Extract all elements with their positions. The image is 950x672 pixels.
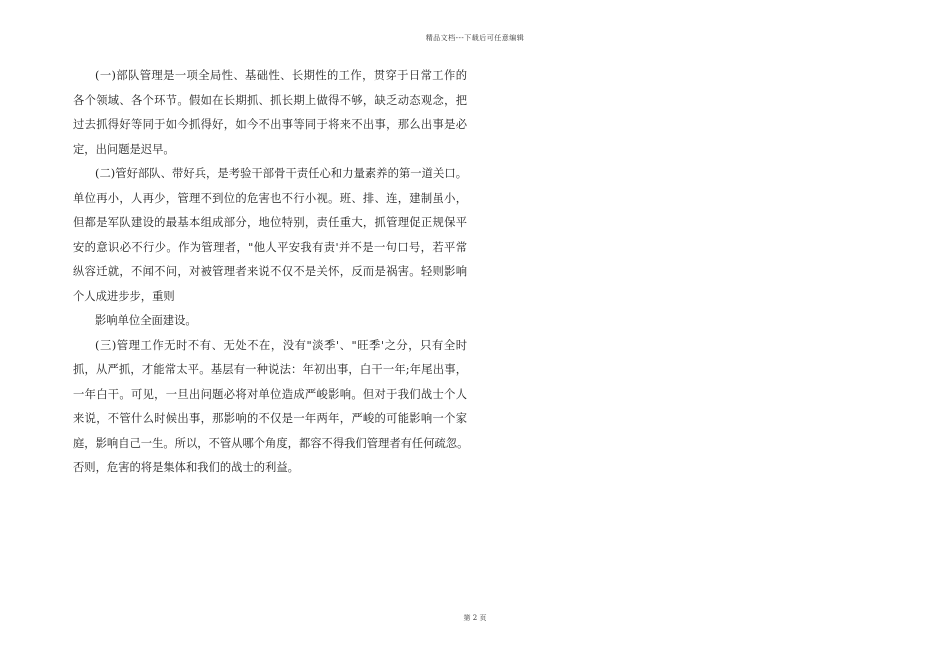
- paragraph-line: 来说，不管什么时候出事，那影响的不仅是一年两年，严峻的可能影响一个家: [73, 412, 467, 425]
- paragraph-line: 抓，从严抓，才能常太平。基层有一种说法：年初出事，白干一年;年尾出事，: [73, 363, 467, 376]
- paragraph-line: 否则，危害的将是集体和我们的战士的利益。: [73, 461, 299, 474]
- page-header: 精品文档---下载后可任意编辑: [425, 34, 525, 42]
- paragraph-line: 定，出问题是迟早。: [73, 142, 175, 156]
- paragraph-line: 纵容迁就，不闻不问，对被管理者来说不仅不是关怀，反而是祸害。轻则影响: [73, 265, 467, 278]
- paragraph-line: (三)管理工作无时不有、无处不在，没有"淡季'、"旺季'之分，只有全时: [95, 338, 467, 352]
- paragraph-line: 一年白干。可见，一旦出问题必将对单位造成严峻影响。但对于我们战士个人: [73, 387, 467, 401]
- paragraph-line: 但都是军队建设的最基本组成部分，地位特别，责任重大，抓管理促正规保平: [73, 216, 467, 229]
- page-number: 第 2 页: [463, 614, 487, 622]
- paragraph-line: (一)部队管理是一项全局性、基础性、长期性的工作，贯穿于日常工作的: [95, 69, 467, 82]
- paragraph-line: 单位再小，人再少，管理不到位的危害也不行小视。班、排、连，建制虽小，: [73, 191, 467, 205]
- paragraph-line: 各个领域、各个环节。假如在长期抓、抓长期上做得不够，缺乏动态观念，把: [73, 93, 467, 107]
- paragraph-line: 个人成进步步，重则: [73, 289, 175, 303]
- paragraph-line: 影响单位全面建设。: [95, 314, 197, 327]
- paragraph-line: (二)管好部队、带好兵，是考验干部骨干责任心和力量素养的第一道关口。: [95, 167, 467, 180]
- document-body: [73, 64, 467, 481]
- paragraph-line: 庭，影响自己一生。所以，不管从哪个角度，都容不得我们管理者有任何疏忽。: [73, 436, 469, 450]
- paragraph-line: 安的意识必不行少。作为管理者，"他人平安我有责'并不是一句口号，若平常: [73, 240, 467, 254]
- paragraph-line: 过去抓得好等同于如今抓得好，如今不出事等同于将来不出事，那么出事是必: [73, 118, 467, 131]
